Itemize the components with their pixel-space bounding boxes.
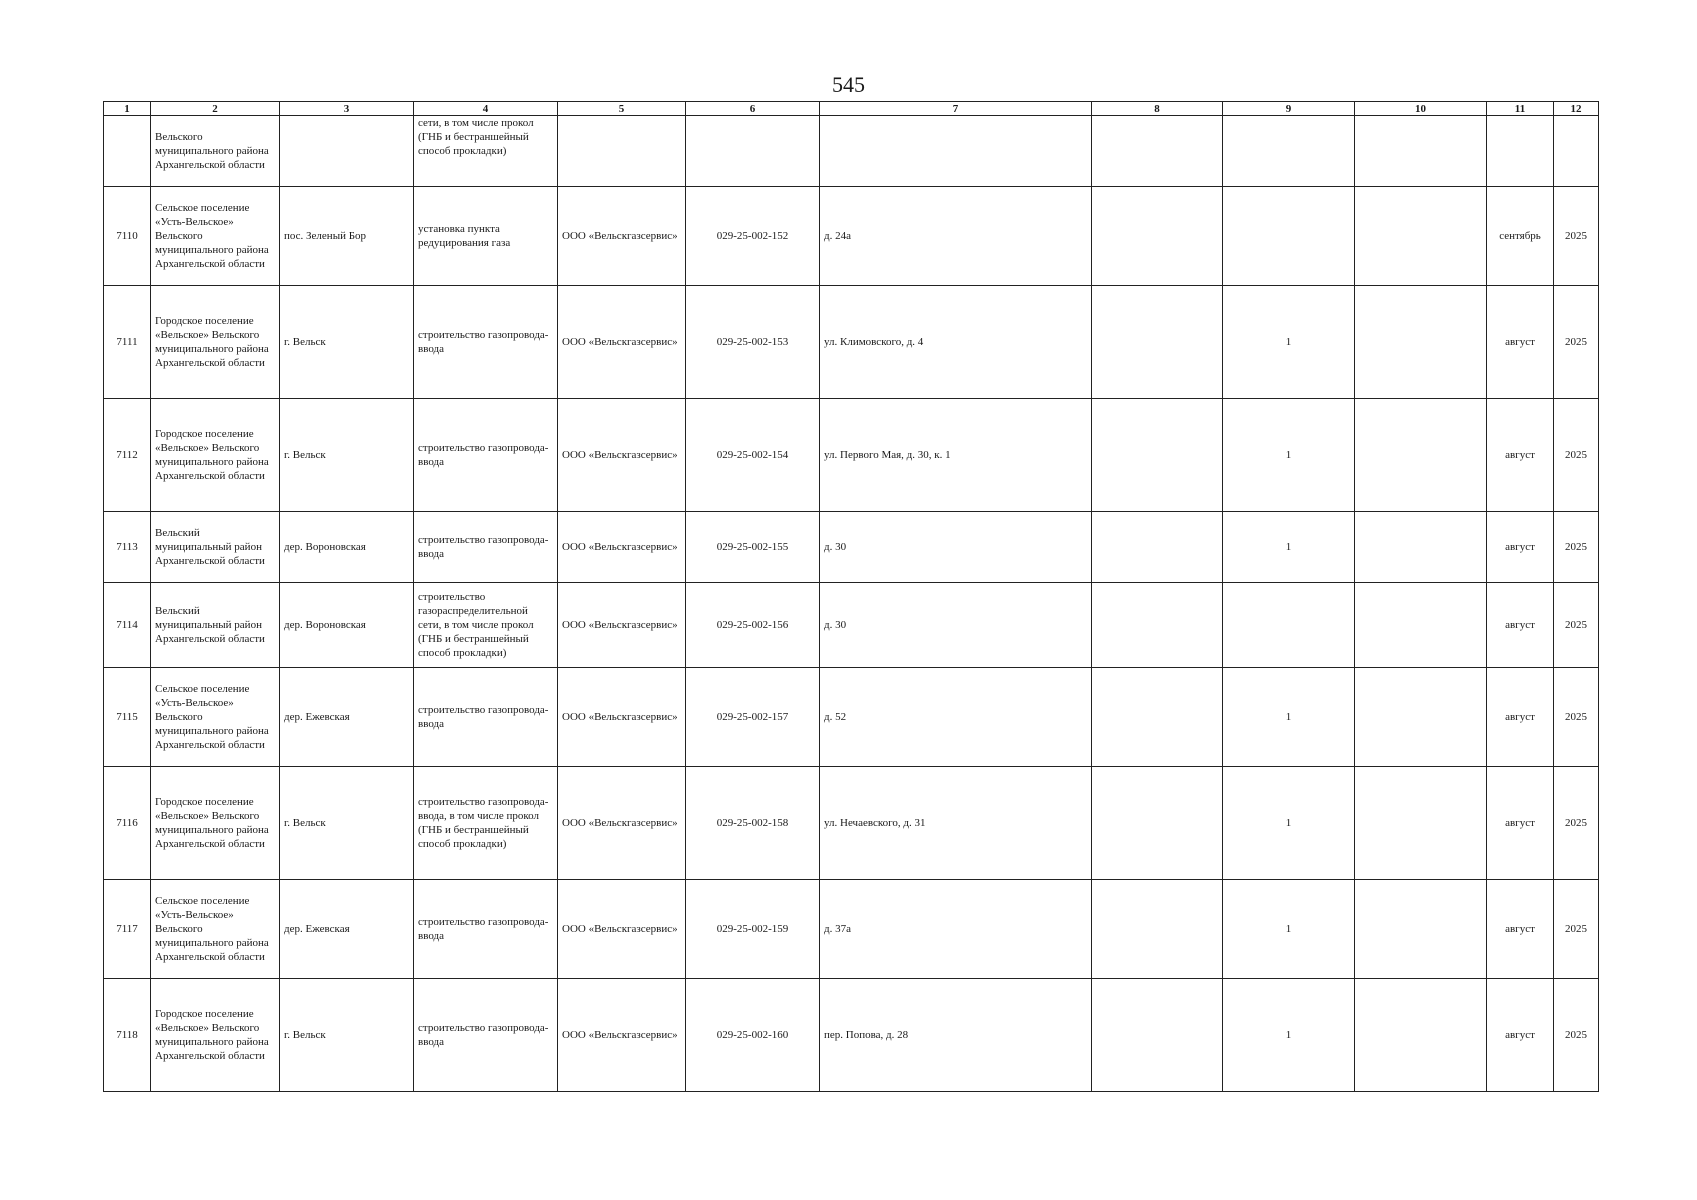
organization-cell: ООО «Вельскгазсервис»	[558, 583, 686, 668]
table-row	[104, 979, 1599, 1092]
address-cell: ул. Первого Мая, д. 30, к. 1	[820, 399, 1092, 512]
table-row	[104, 286, 1599, 399]
registration-number-cell: 029-25-002-157	[686, 668, 820, 767]
table-row	[104, 583, 1599, 668]
organization-cell: ООО «Вельскгазсервис»	[558, 979, 686, 1092]
organization-cell: ООО «Вельскгазсервис»	[558, 399, 686, 512]
address-cell: ул. Климовского, д. 4	[820, 286, 1092, 399]
address-cell: д. 30	[820, 583, 1092, 668]
municipality-cell: Вельского муниципального района Архангельской области	[151, 116, 280, 187]
month-cell: сентябрь	[1487, 187, 1554, 286]
column-header: 1	[104, 102, 151, 116]
column-header: 12	[1554, 102, 1599, 116]
settlement-cell: дер. Ежевская	[280, 880, 414, 979]
row-number: 7118	[104, 979, 151, 1092]
address-cell	[820, 116, 1092, 187]
units-cell: 1	[1223, 767, 1355, 880]
month-cell: август	[1487, 880, 1554, 979]
year-cell: 2025	[1554, 512, 1599, 583]
column-header: 7	[820, 102, 1092, 116]
col10-cell	[1355, 767, 1487, 880]
col10-cell	[1355, 512, 1487, 583]
work-type-cell: строительство газопровода-ввода	[414, 286, 558, 399]
work-type-cell: строительство газопровода-ввода, в том числе прокол (ГНБ и бестраншейный способ прокладки)	[414, 767, 558, 880]
year-cell: 2025	[1554, 767, 1599, 880]
col8-cell	[1092, 399, 1223, 512]
registration-number-cell	[686, 116, 820, 187]
column-header: 4	[414, 102, 558, 116]
year-cell: 2025	[1554, 583, 1599, 668]
work-type-cell: строительство газопровода-ввода	[414, 399, 558, 512]
municipality-cell: Вельский муниципальный район Архангельской области	[151, 583, 280, 668]
settlement-cell	[280, 116, 414, 187]
address-cell: д. 37а	[820, 880, 1092, 979]
registration-number-cell: 029-25-002-158	[686, 767, 820, 880]
col8-cell	[1092, 668, 1223, 767]
registration-number-cell: 029-25-002-154	[686, 399, 820, 512]
column-header: 10	[1355, 102, 1487, 116]
col10-cell	[1355, 187, 1487, 286]
table-row	[104, 512, 1599, 583]
column-header: 6	[686, 102, 820, 116]
year-cell: 2025	[1554, 399, 1599, 512]
table-row	[104, 399, 1599, 512]
work-type-cell: строительство газопровода-ввода	[414, 512, 558, 583]
col8-cell	[1092, 880, 1223, 979]
month-cell: август	[1487, 399, 1554, 512]
month-cell	[1487, 116, 1554, 187]
work-type-cell: строительство газопровода-ввода	[414, 880, 558, 979]
column-header: 2	[151, 102, 280, 116]
table-row	[104, 187, 1599, 286]
organization-cell: ООО «Вельскгазсервис»	[558, 187, 686, 286]
registration-number-cell: 029-25-002-159	[686, 880, 820, 979]
column-header: 8	[1092, 102, 1223, 116]
units-cell: 1	[1223, 399, 1355, 512]
settlement-cell: дер. Вороновская	[280, 512, 414, 583]
col10-cell	[1355, 286, 1487, 399]
month-cell: август	[1487, 979, 1554, 1092]
row-number: 7114	[104, 583, 151, 668]
municipality-cell: Сельское поселение «Усть-Вельское» Вельского муниципального района Архангельской области	[151, 187, 280, 286]
month-cell: август	[1487, 767, 1554, 880]
month-cell: август	[1487, 583, 1554, 668]
work-type-cell: сети, в том числе прокол (ГНБ и бестраншейный способ прокладки)	[414, 116, 558, 187]
year-cell: 2025	[1554, 880, 1599, 979]
municipality-cell: Сельское поселение «Усть-Вельское» Вельского муниципального района Архангельской области	[151, 880, 280, 979]
column-number-row	[104, 102, 1599, 116]
table-row	[104, 668, 1599, 767]
registration-number-cell: 029-25-002-153	[686, 286, 820, 399]
column-header: 9	[1223, 102, 1355, 116]
col10-cell	[1355, 399, 1487, 512]
units-cell: 1	[1223, 880, 1355, 979]
units-cell: 1	[1223, 512, 1355, 583]
address-cell: ул. Нечаевского, д. 31	[820, 767, 1092, 880]
settlement-cell: дер. Вороновская	[280, 583, 414, 668]
settlement-cell: г. Вельск	[280, 767, 414, 880]
municipality-cell: Вельский муниципальный район Архангельской области	[151, 512, 280, 583]
table-row	[104, 767, 1599, 880]
organization-cell	[558, 116, 686, 187]
settlement-cell: пос. Зеленый Бор	[280, 187, 414, 286]
organization-cell: ООО «Вельскгазсервис»	[558, 767, 686, 880]
units-cell	[1223, 583, 1355, 668]
address-cell: пер. Попова, д. 28	[820, 979, 1092, 1092]
work-type-cell: строительство газопровода-ввода	[414, 668, 558, 767]
table-row	[104, 116, 1599, 187]
units-cell	[1223, 187, 1355, 286]
row-number: 7113	[104, 512, 151, 583]
year-cell: 2025	[1554, 668, 1599, 767]
row-number: 7111	[104, 286, 151, 399]
row-number: 7115	[104, 668, 151, 767]
row-number: 7116	[104, 767, 151, 880]
year-cell	[1554, 116, 1599, 187]
col8-cell	[1092, 512, 1223, 583]
registration-number-cell: 029-25-002-156	[686, 583, 820, 668]
col10-cell	[1355, 668, 1487, 767]
organization-cell: ООО «Вельскгазсервис»	[558, 512, 686, 583]
municipality-cell: Городское поселение «Вельское» Вельского муниципального района Архангельской области	[151, 767, 280, 880]
settlement-cell: г. Вельск	[280, 979, 414, 1092]
col10-cell	[1355, 880, 1487, 979]
municipality-cell: Сельское поселение «Усть-Вельское» Вельского муниципального района Архангельской области	[151, 668, 280, 767]
units-cell	[1223, 116, 1355, 187]
col10-cell	[1355, 116, 1487, 187]
register-table	[103, 101, 1599, 1092]
municipality-cell: Городское поселение «Вельское» Вельского муниципального района Архангельской области	[151, 399, 280, 512]
table-row	[104, 880, 1599, 979]
year-cell: 2025	[1554, 286, 1599, 399]
page-number: 545	[832, 72, 865, 97]
year-cell: 2025	[1554, 979, 1599, 1092]
row-number: 7110	[104, 187, 151, 286]
municipality-cell: Городское поселение «Вельское» Вельского муниципального района Архангельской области	[151, 979, 280, 1092]
month-cell: август	[1487, 286, 1554, 399]
col8-cell	[1092, 116, 1223, 187]
row-number: 7112	[104, 399, 151, 512]
organization-cell: ООО «Вельскгазсервис»	[558, 880, 686, 979]
year-cell: 2025	[1554, 187, 1599, 286]
col10-cell	[1355, 979, 1487, 1092]
municipality-cell: Городское поселение «Вельское» Вельского муниципального района Архангельской области	[151, 286, 280, 399]
registration-number-cell: 029-25-002-152	[686, 187, 820, 286]
column-header: 11	[1487, 102, 1554, 116]
address-cell: д. 52	[820, 668, 1092, 767]
organization-cell: ООО «Вельскгазсервис»	[558, 668, 686, 767]
col8-cell	[1092, 187, 1223, 286]
row-number: 7117	[104, 880, 151, 979]
column-header: 3	[280, 102, 414, 116]
col8-cell	[1092, 286, 1223, 399]
col8-cell	[1092, 767, 1223, 880]
settlement-cell: дер. Ежевская	[280, 668, 414, 767]
column-header: 5	[558, 102, 686, 116]
col8-cell	[1092, 979, 1223, 1092]
address-cell: д. 24а	[820, 187, 1092, 286]
work-type-cell: строительство газораспределительной сети, в том числе прокол (ГНБ и бестраншейный способ прокладки)	[414, 583, 558, 668]
col8-cell	[1092, 583, 1223, 668]
units-cell: 1	[1223, 668, 1355, 767]
work-type-cell: строительство газопровода-ввода	[414, 979, 558, 1092]
work-type-cell: установка пункта редуцирования газа	[414, 187, 558, 286]
month-cell: август	[1487, 512, 1554, 583]
row-number	[104, 116, 151, 187]
units-cell: 1	[1223, 979, 1355, 1092]
month-cell: август	[1487, 668, 1554, 767]
registration-number-cell: 029-25-002-160	[686, 979, 820, 1092]
settlement-cell: г. Вельск	[280, 399, 414, 512]
col10-cell	[1355, 583, 1487, 668]
organization-cell: ООО «Вельскгазсервис»	[558, 286, 686, 399]
registration-number-cell: 029-25-002-155	[686, 512, 820, 583]
units-cell: 1	[1223, 286, 1355, 399]
settlement-cell: г. Вельск	[280, 286, 414, 399]
address-cell: д. 30	[820, 512, 1092, 583]
